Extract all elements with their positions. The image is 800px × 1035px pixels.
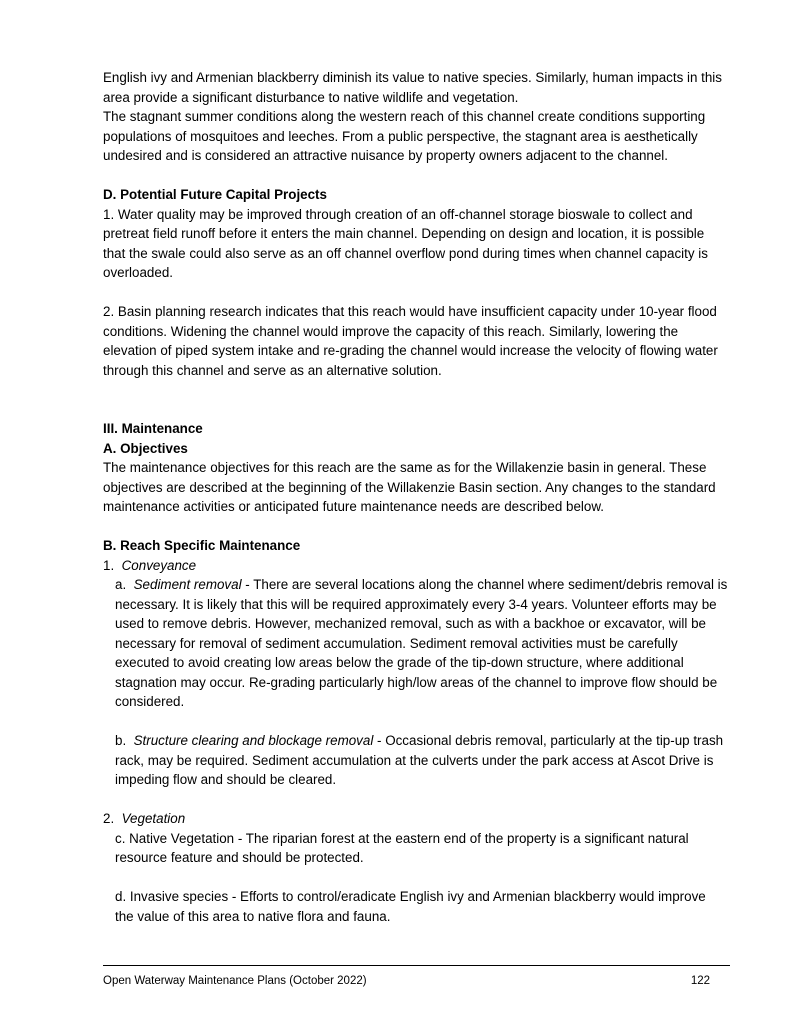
native-vegetation-item: c. Native Vegetation - The riparian forest at the eastern end of the property is a significant natural resource feature and should be protected. — [115, 830, 689, 865]
sediment-removal-text: - There are several locations along the channel where sediment/debris removal is necessary. It is likely that this will be required approximately every 3-4 years. Volunteer efforts may be used to remove debris. However, mechanized removal, such as with a backhoe or excavator, will be necessary for removal of sediment accumulation. Sediment removal activities must be carefully executed to avoid creating low areas below the grade of the tip-down structure, where additional stagnation may occur. Re-grading particularly high/low areas of the channel to improve flow should be considered. — [115, 577, 728, 709]
objectives-paragraph: The maintenance objectives for this reach are the same as for the Willakenzie basin in general. These objectives are described at the beginning of the Willakenzie Basin section. Any changes to the standard maintenance activities or anticipated future maintenance needs are described below. — [103, 460, 716, 514]
intro-paragraph-1: English ivy and Armenian blackberry diminish its value to native species. Similarly, human impacts in this area provide a significant disturbance to native wildlife and vegetation. — [103, 70, 722, 105]
intro-paragraph-2: The stagnant summer conditions along the western reach of this channel create conditions supporting populations of mosquitoes and leeches. From a public perspective, the stagnant area is aesthetically undesired and is considered an attractive nuisance by property owners adjacent to the channel. — [103, 109, 706, 163]
sediment-removal-title: Sediment removal — [133, 577, 242, 592]
page-content — [103, 68, 728, 926]
blockage-removal-item — [103, 731, 728, 790]
blockage-removal-text: - Occasional debris removal, particularly at the tip-up trash rack, may be required. Sediment accumulation at the culverts under the park access at Ascot Drive is impeding flow and should be cleared. — [115, 733, 724, 787]
reach-maintenance-heading: B. Reach Specific Maintenance — [103, 538, 301, 553]
vegetation-number: 2. — [103, 811, 115, 826]
capital-project-item-1: 1. Water quality may be improved through creation of an off-channel storage bioswale to collect and pretreat field runoff before it enters the main channel. Depending on design and location, it is possible that the swale could also serve as an off channel overflow pond during times when channel capacity is overloaded. — [103, 206, 708, 280]
conveyance-heading — [103, 556, 728, 576]
sediment-removal-letter: a. — [115, 577, 127, 592]
vegetation-heading — [103, 809, 728, 829]
invasive-species-item: d. Invasive species - Efforts to control/eradicate English ivy and Armenian blackberry would improve the value of this area to native flora and fauna. — [115, 889, 706, 924]
maintenance-heading: III. Maintenance — [103, 421, 203, 436]
footer-title: Open Waterway Maintenance Plans (October 2022) — [103, 975, 367, 987]
footer-divider — [103, 965, 730, 966]
blockage-removal-letter: b. — [115, 733, 127, 748]
conveyance-title: Conveyance — [121, 557, 197, 573]
section-d-heading: D. Potential Future Capital Projects — [103, 187, 327, 202]
capital-project-item-2: 2. Basin planning research indicates that this reach would have insufficient capacity under 10-year flood conditions. Widening the channel would improve the capacity of this reach. Similarly, lowering the elevation of piped system intake and re-grading the channel would increase the velocity of flowing water through this channel and serve as an alternative solution. — [103, 304, 718, 378]
page-number: 122 — [690, 975, 710, 987]
vegetation-title: Vegetation — [121, 811, 186, 826]
objectives-heading: A. Objectives — [103, 440, 188, 456]
conveyance-number: 1. — [103, 557, 115, 573]
blockage-removal-title: Structure clearing and blockage removal — [133, 733, 374, 748]
sediment-removal-item — [103, 575, 728, 712]
